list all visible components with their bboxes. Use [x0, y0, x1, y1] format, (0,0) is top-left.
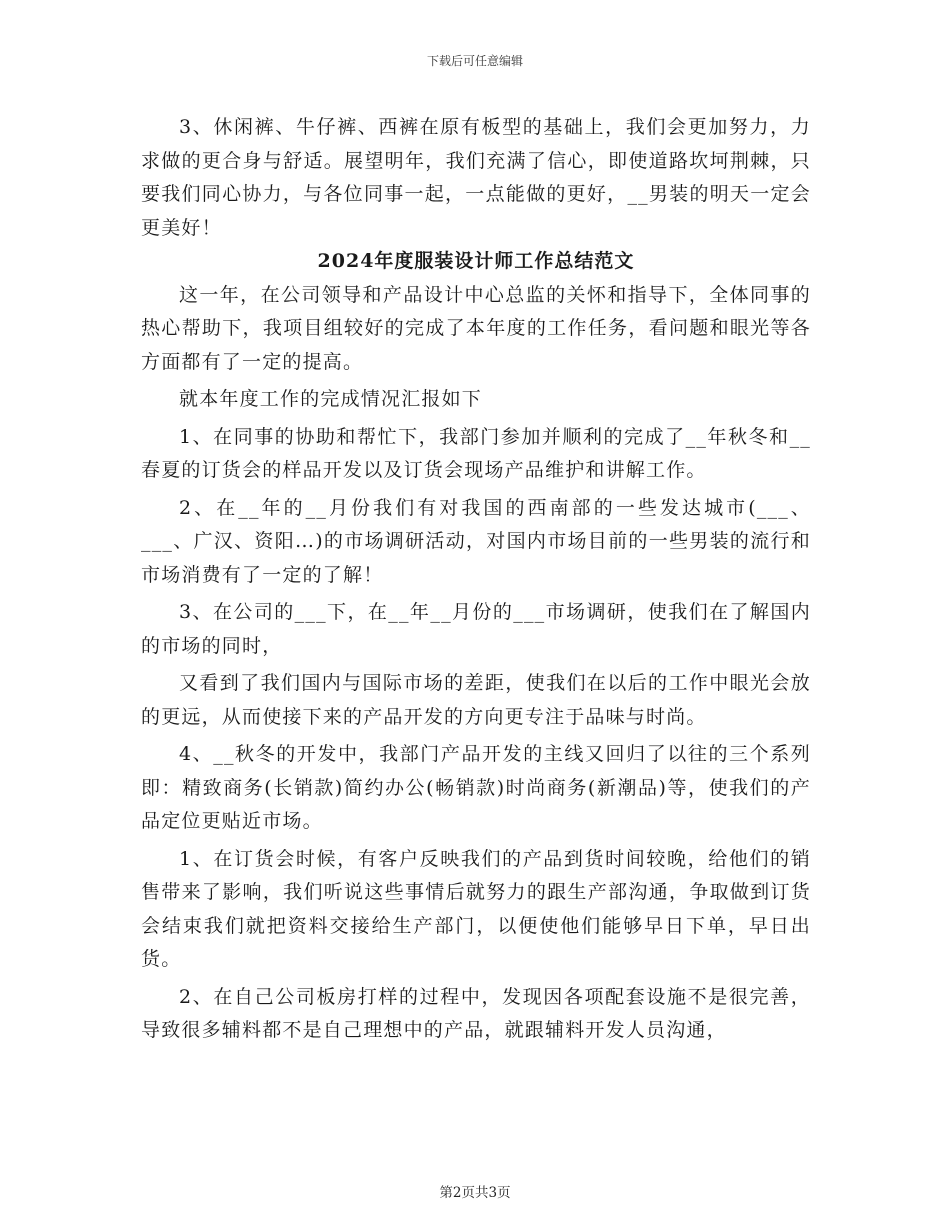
- intro-paragraph: 3、休闲裤、牛仔裤、西裤在原有板型的基础上，我们会更加努力，力求做的更合身与舒适。展望明年，我们充满了信心，即使道路坎坷荆棘，只要我们同心协力，与各位同事一起，一点能做的更好，__男装的明天一定会更美好！: [141, 116, 811, 239]
- paragraph: 4、__秋冬的开发中，我部门产品开发的主线又回归了以往的三个系列即：精致商务(长销款)简约办公(畅销款)时尚商务(新潮品)等，使我们的产品定位更贴近市场。: [141, 743, 811, 832]
- paragraph: 这一年，在公司领导和产品设计中心总监的关怀和指导下，全体同事的热心帮助下，我项目组较好的完成了本年度的工作任务，看问题和眼光等各方面都有了一定的提高。: [141, 283, 811, 373]
- paragraph: 3、在公司的___下，在__年__月份的___市场调研，使我们在了解国内的市场的同时，: [141, 601, 811, 657]
- paragraph: 又看到了我们国内与国际市场的差距，使我们在以后的工作中眼光会放的更远，从而使接下来的产品开发的方向更专注于品味与时尚。: [141, 672, 811, 728]
- page-number: 第2页共3页: [439, 1185, 511, 1201]
- document-body: [141, 111, 811, 1048]
- page-header-note: 下载后可任意编辑: [426, 54, 523, 68]
- document-title: 2024年度服装设计师工作总结范文: [317, 250, 635, 272]
- paragraph: 1、在同事的协助和帮忙下，我部门参加并顺利的完成了__年秋冬和__春夏的订货会的样品开发以及订货会现场产品维护和讲解工作。: [141, 425, 811, 481]
- paragraph: 就本年度工作的完成情况汇报如下: [179, 388, 483, 410]
- paragraph: 2、在__年的__月份我们有对我国的西南部的一些发达城市(___、___、广汉、资阳…)的市场调研活动，对国内市场目前的一些男装的流行和市场消费有了一定的了解！: [141, 496, 811, 586]
- paragraph: 1、在订货会时候，有客户反映我们的产品到货时间较晚，给他们的销售带来了影响，我们听说这些事情后就努力的跟生产部沟通，争取做到订货会结束我们就把资料交接给生产部门，以便使他们能够早日下单，早日出货。: [141, 847, 811, 970]
- paragraph: 2、在自己公司板房打样的过程中，发现因各项配套设施不是很完善，导致很多辅料都不是自己理想中的产品，就跟辅料开发人员沟通，: [141, 985, 811, 1041]
